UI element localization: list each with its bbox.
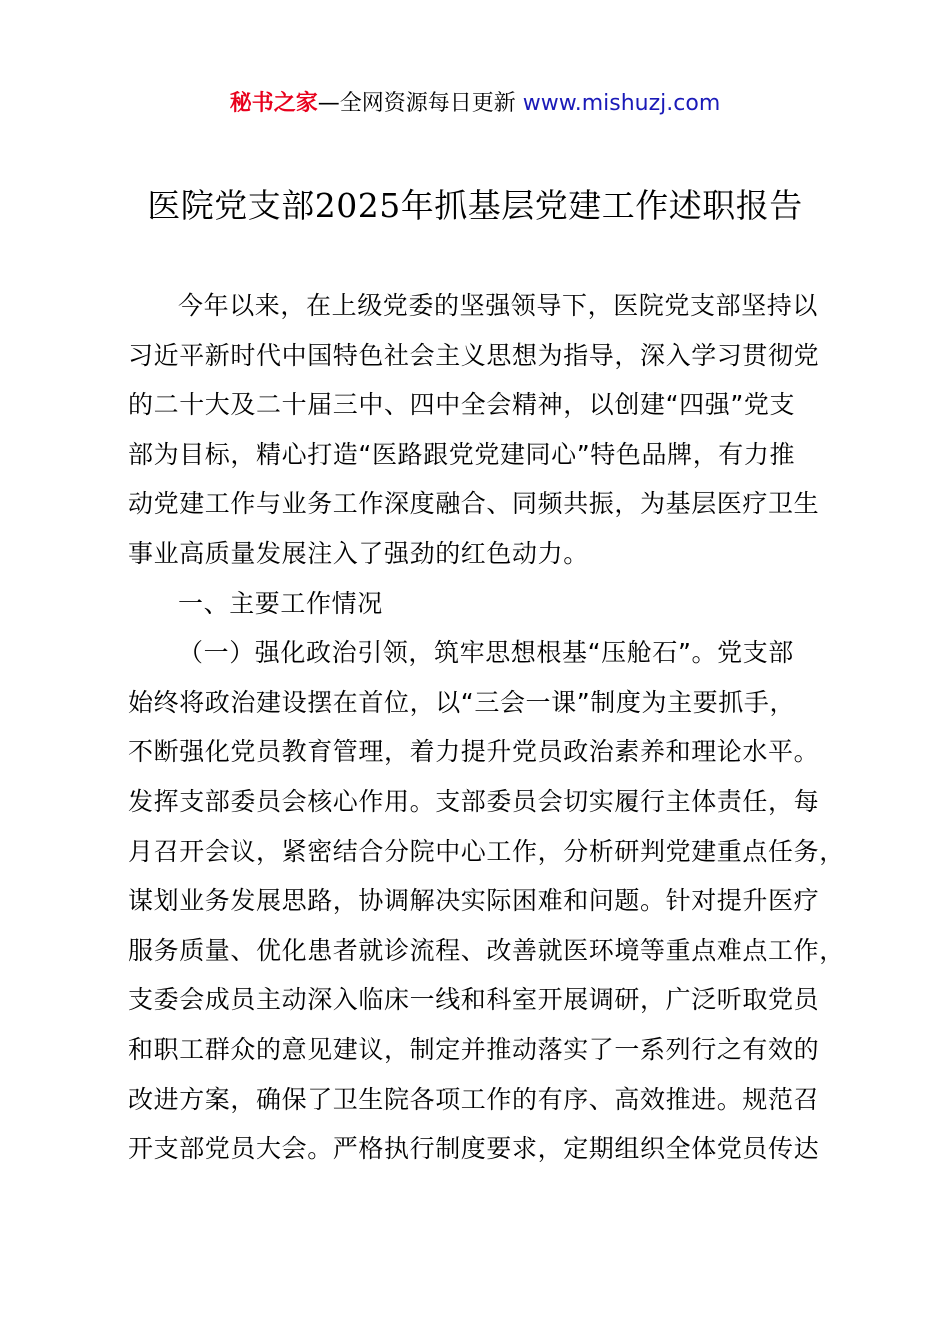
- site-url-link[interactable]: www.mishuzj.com: [522, 91, 721, 116]
- text-line: 部为目标，精心打造“医路跟党党建同心”特色品牌，有力推: [128, 439, 796, 469]
- text-line: 服务质量、优化患者就诊流程、改善就医环境等重点难点工作，: [128, 935, 845, 965]
- text-line: 今年以来，在上级党委的坚强领导下，医院党支部坚持以: [178, 291, 819, 320]
- text-line: 的二十大及二十届三中、四中全会精神，以创建“四强”党支: [128, 390, 796, 420]
- text-line: 始终将政治建设摆在首位，以“三会一课”制度为主要抓手，: [128, 687, 796, 717]
- text-line: 谋划业务发展思路，协调解决实际困难和问题。针对提升医疗: [128, 886, 820, 916]
- text-line: 动党建工作与业务工作深度融合、同频共振，为基层医疗卫生: [128, 489, 820, 519]
- text-line: 事业高质量发展注入了强劲的红色动力。: [128, 538, 589, 568]
- section-heading: 一、主要工作情况: [178, 588, 383, 618]
- document-title: 医院党支部2025年抓基层党建工作述职报告: [147, 186, 803, 225]
- text-line: 习近平新时代中国特色社会主义思想为指导，深入学习贯彻党: [128, 340, 820, 370]
- document-body: [128, 281, 845, 1174]
- text-line: 开支部党员大会。严格执行制度要求，定期组织全体党员传达: [128, 1134, 820, 1164]
- text-line: （一）强化政治引领，筑牢思想根基“压舱石”。党支部: [178, 638, 794, 668]
- text-line: 支委会成员主动深入临床一线和科室开展调研，广泛听取党员: [128, 985, 820, 1015]
- text-line: 月召开会议，紧密结合分院中心工作，分析研判党建重点任务，: [128, 836, 845, 866]
- brand-name: 秘书之家: [229, 91, 318, 116]
- text-line: 发挥支部委员会核心作用。支部委员会切实履行主体责任，每: [128, 786, 820, 816]
- text-line: 和职工群众的意见建议，制定并推动落实了一系列行之有效的: [128, 1034, 820, 1064]
- site-header: [0, 88, 950, 120]
- header-tagline: —全网资源每日更新: [317, 91, 523, 116]
- text-line: 改进方案，确保了卫生院各项工作的有序、高效推进。规范召: [128, 1084, 820, 1114]
- text-line: 不断强化党员教育管理，着力提升党员政治素养和理论水平。: [128, 737, 820, 767]
